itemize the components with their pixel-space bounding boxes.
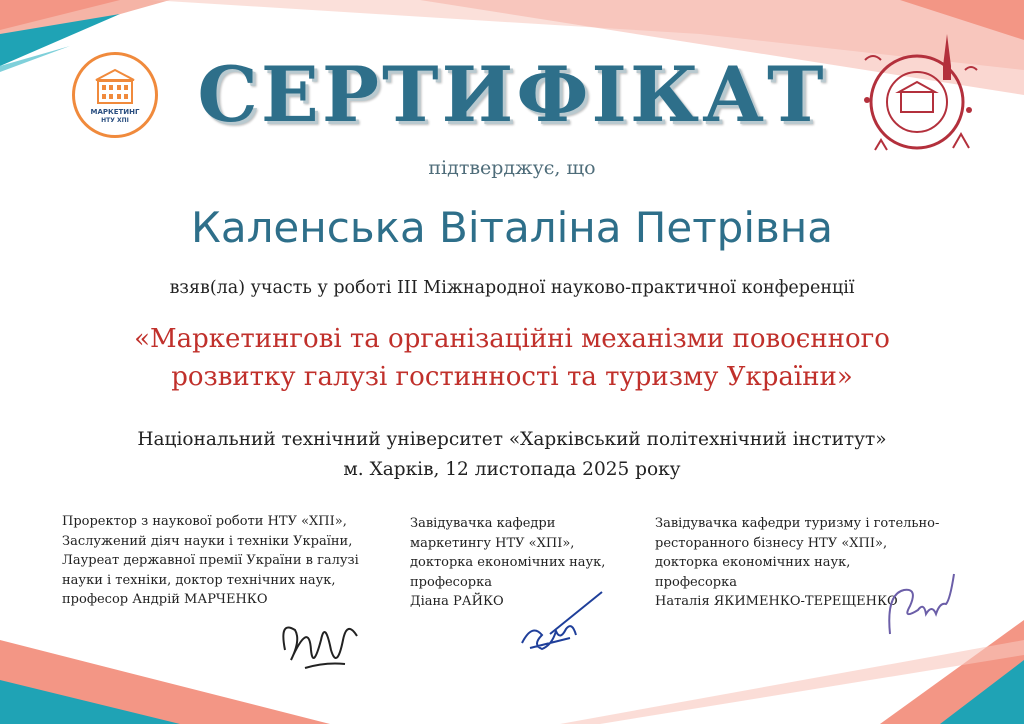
signatory-line: Завідувачка кафедри туризму і готельно- [655, 516, 940, 531]
signature-raiko [510, 588, 610, 658]
recipient-name: Каленська Віталіна Петрівна [191, 203, 833, 252]
signatory-line: професорка [410, 574, 492, 590]
conference-line2: розвитку галузі гостинності та туризму України» [171, 362, 853, 392]
signatory-line: професор Андрій МАРЧЕНКО [62, 592, 268, 607]
signatory-line: Завідувачка кафедри [410, 516, 556, 531]
signatory-line: професорка [655, 574, 737, 590]
place-date: м. Харків, 12 листопада 2025 року [343, 459, 681, 480]
signatory-line: маркетингу НТУ «ХПІ», [410, 535, 575, 551]
university-block [0, 425, 1024, 485]
logo-line2: НТУ ХПІ [101, 117, 129, 124]
university-name: Національний технічний університет «Харківський політехнічний інститут» [137, 429, 887, 450]
signatory-line: ресторанного бізнесу НТУ «ХПІ», [655, 535, 888, 551]
logo-line1: МАРКЕТИНГ [90, 108, 140, 116]
signature-yakymenko [880, 572, 960, 642]
certificate-title: СЕРТИФІКАТ [197, 50, 827, 139]
signatory-line: Лауреат державної премії України в галузі [62, 553, 359, 568]
conference-title [40, 320, 984, 396]
signatory-line: Діана РАЙКО [410, 594, 504, 609]
signatory-line: докторка економічних наук, [410, 555, 606, 570]
signatory-line: докторка економічних наук, [655, 555, 851, 570]
signatory-line: Наталія ЯКИМЕНКО-ТЕРЕЩЕНКО [655, 594, 898, 609]
conference-line1: «Маркетингові та організаційні механізми повоєнного [134, 324, 890, 354]
signature-marchenko [275, 590, 375, 680]
confirms-text: підтверджує, що [428, 157, 596, 179]
signatory-line: науки і техніки, доктор технічних наук, [62, 572, 336, 588]
signatory-line: Заслужений діяч науки і техніки України, [62, 533, 353, 549]
signatory-line: Проректор з наукової роботи НТУ «ХПІ», [62, 514, 347, 529]
participation-text: взяв(ла) участь у роботі III Міжнародної науково-практичної конференції [169, 278, 855, 298]
